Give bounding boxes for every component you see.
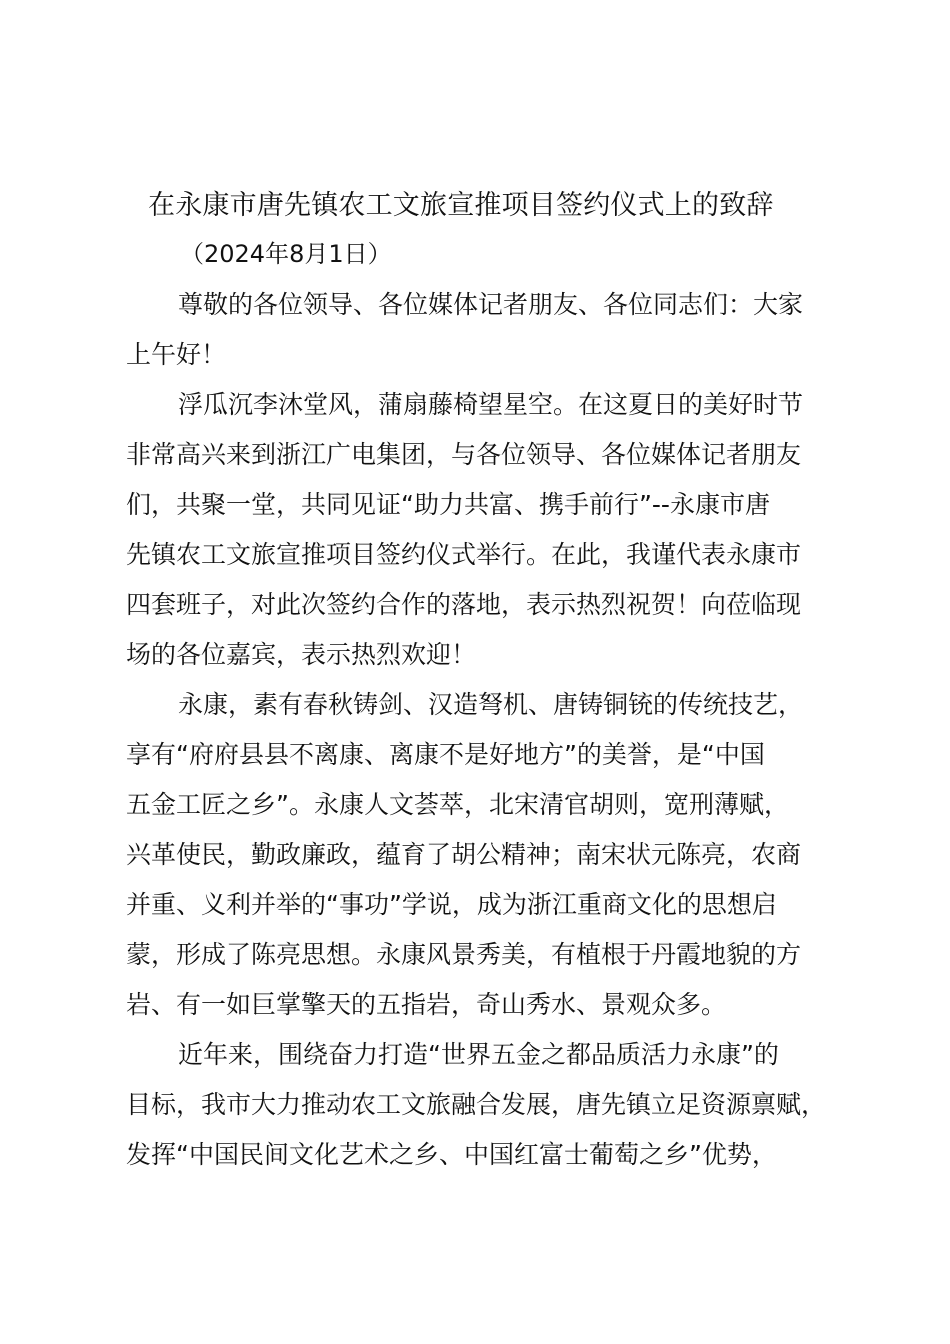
paragraph-line: 五金工匠之乡”。永康人文荟萃，北宋清官胡则，宽刑薄赋， bbox=[126, 790, 789, 819]
document-title: 在永康市唐先镇农工文旅宣推项目签约仪式上的致辞 bbox=[148, 190, 774, 221]
paragraph-line: 岩、有一如巨掌擎天的五指岩，奇山秀水、景观众多。 bbox=[126, 990, 727, 1019]
paragraph-line: 场的各位嘉宾，表示热烈欢迎！ bbox=[126, 640, 477, 669]
paragraph-line: 尊敬的各位领导、各位媒体记者朋友、各位同志们：大家 bbox=[178, 290, 804, 319]
paragraph-line: 先镇农工文旅宣推项目签约仪式举行。在此，我谨代表永康市 bbox=[126, 540, 802, 569]
paragraph-line: 并重、义利并举的“事功”学说，成为浙江重商文化的思想启 bbox=[126, 890, 777, 919]
paragraph-line: 上午好！ bbox=[126, 340, 227, 369]
paragraph-line: 兴革使民，勤政廉政，蕴育了胡公精神；南宋状元陈亮，农商 bbox=[126, 840, 802, 869]
paragraph-line: 近年来，围绕奋力打造“世界五金之都品质活力永康”的 bbox=[178, 1040, 779, 1069]
paragraph-greeting bbox=[126, 280, 836, 380]
paragraph-line: 蒙，形成了陈亮思想。永康风景秀美，有植根于丹霞地貌的方 bbox=[126, 940, 802, 969]
paragraph-line: 非常高兴来到浙江广电集团，与各位领导、各位媒体记者朋友 bbox=[126, 440, 802, 469]
paragraph-line: 目标，我市大力推动农工文旅融合发展，唐先镇立足资源禀赋， bbox=[126, 1090, 827, 1119]
document-date: （2024年8月1日） bbox=[180, 240, 392, 268]
paragraph-line: 四套班子，对此次签约合作的落地，表示热烈祝贺！向莅临现 bbox=[126, 590, 802, 619]
paragraph-line: 发挥“中国民间文化艺术之乡、中国红富士葡萄之乡”优势， bbox=[126, 1140, 777, 1169]
paragraph-line: 浮瓜沉李沐堂风，蒲扇藤椅望星空。在这夏日的美好时节 bbox=[178, 390, 804, 419]
paragraph-line: 们，共聚一堂，共同见证“助力共富、携手前行”--永康市唐 bbox=[126, 490, 770, 519]
paragraph-line: 享有“府府县县不离康、离康不是好地方”的美誉，是“中国 bbox=[126, 740, 765, 769]
paragraph-development bbox=[126, 1030, 836, 1180]
paragraph-welcome bbox=[126, 380, 836, 680]
paragraph-line: 永康，素有春秋铸剑、汉造弩机、唐铸铜铳的传统技艺， bbox=[178, 690, 804, 719]
paragraph-history bbox=[126, 680, 836, 1030]
document-body bbox=[126, 280, 836, 1180]
